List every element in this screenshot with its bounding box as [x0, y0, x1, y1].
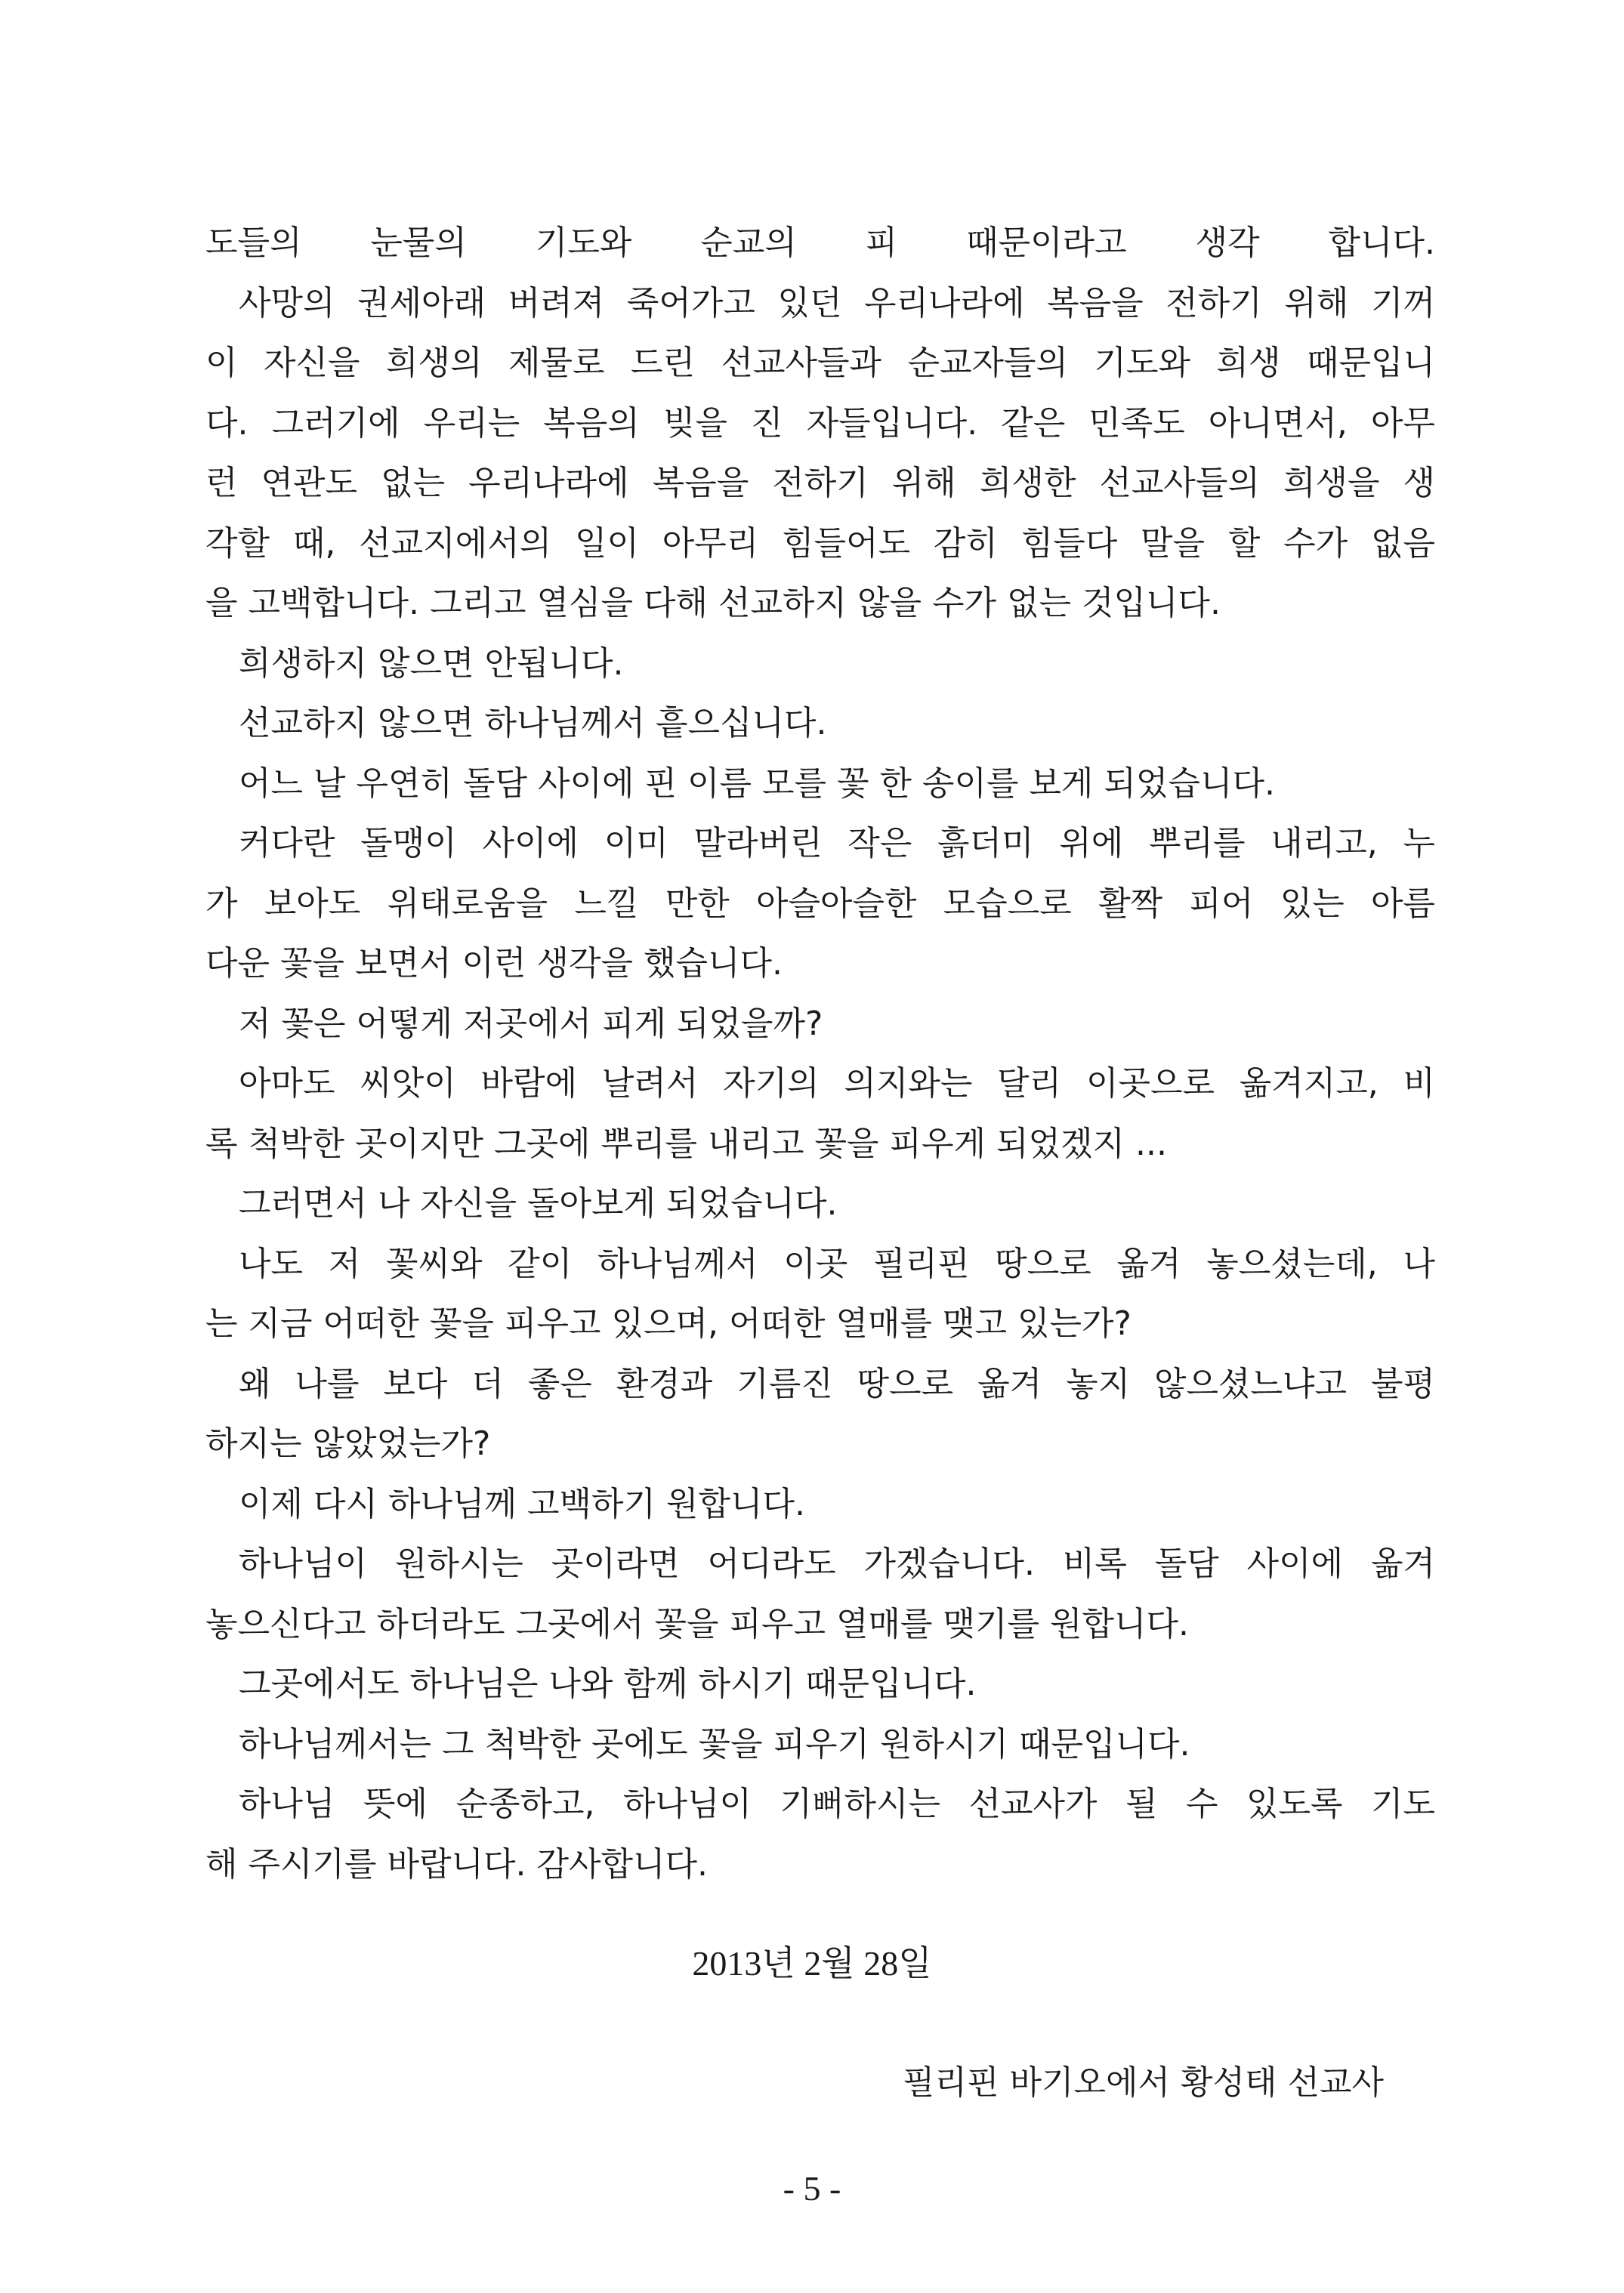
text-line: 희생하지 않으면 안됩니다. — [239, 643, 624, 683]
text-line: 해 주시기를 바랍니다. 감사합니다. — [205, 1844, 708, 1884]
text-line: 하나님 뜻에 순종하고, 하나님이 기뻐하시는 선교사가 될 수 있도록 기도 — [239, 1785, 1435, 1823]
text-line: 놓으신다고 하더라도 그곳에서 꽃을 피우고 열매를 맺기를 원합니다. — [205, 1604, 1189, 1643]
text-line: 런 연관도 없는 우리나라에 복음을 전하기 위해 희생한 선교사들의 희생을 생 — [205, 464, 1435, 502]
text-line: 어느 날 우연히 돌담 사이에 핀 이름 모를 꽃 한 송이를 보게 되었습니다. — [239, 764, 1275, 803]
text-line: 그곳에서도 하나님은 나와 함께 하시기 때문입니다. — [239, 1665, 977, 1703]
page-number: - 5 - — [783, 2169, 841, 2208]
text-line: 하나님께서는 그 척박한 곳에도 꽃을 피우기 원하시기 때문입니다. — [239, 1724, 1190, 1764]
text-line: 을 고백합니다. 그리고 열심을 다해 선교하지 않을 수가 없는 것입니다. — [205, 584, 1221, 622]
text-line: 다. 그러기에 우리는 복음의 빚을 진 자들입니다. 같은 민족도 아니면서, 아무 — [205, 403, 1435, 443]
text-line: 사망의 권세아래 버려져 죽어가고 있던 우리나라에 복음을 전하기 위해 기꺼 — [239, 283, 1435, 323]
text-line: 이 자신을 희생의 제물로 드린 선교사들과 순교자들의 기도와 희생 때문입니 — [205, 344, 1435, 382]
text-line: 이제 다시 하나님께 고백하기 원합니다. — [239, 1484, 805, 1523]
text-line: 록 척박한 곳이지만 그곳에 뿌리를 내리고 꽃을 피우게 되었겠지 ... — [205, 1124, 1167, 1163]
text-line: 아마도 씨앗이 바람에 날려서 자기의 의지와는 달리 이곳으로 옮겨지고, 비 — [239, 1064, 1435, 1103]
text-line: 하나님이 원하시는 곳이라면 어디라도 가겠습니다. 비록 돌담 사이에 옮겨 — [239, 1545, 1435, 1583]
text-line: 왜 나를 보다 더 좋은 환경과 기름진 땅으로 옮겨 놓지 않으셨느냐고 불평 — [239, 1364, 1435, 1403]
text-line: 커다란 돌맹이 사이에 이미 말라버린 작은 흙더미 위에 뿌리를 내리고, 누 — [239, 824, 1435, 863]
text-line: 도들의 눈물의 기도와 순교의 피 때문이라고 생각 합니다. — [205, 224, 1435, 262]
text-line: 저 꽃은 어떻게 저곳에서 피게 되었을까? — [239, 1004, 823, 1043]
text-line: 선교하지 않으면 하나님께서 흩으십니다. — [239, 704, 827, 742]
author-signature: 필리핀 바기오에서 황성태 선교사 — [902, 2063, 1384, 2102]
text-line: 나도 저 꽃씨와 같이 하나님께서 이곳 필리핀 땅으로 옮겨 놓으셨는데, 나 — [239, 1244, 1435, 1283]
text-line: 는 지금 어떠한 꽃을 피우고 있으며, 어떠한 열매를 맺고 있는가? — [205, 1304, 1132, 1343]
text-line: 하지는 않았었는가? — [205, 1424, 491, 1463]
text-line: 다운 꽃을 보면서 이런 생각을 했습니다. — [205, 944, 783, 983]
letter-body — [205, 213, 1435, 1894]
text-line: 각할 때, 선교지에서의 일이 아무리 힘들어도 감히 힘들다 말을 할 수가 없음 — [205, 523, 1435, 563]
text-line: 그러면서 나 자신을 돌아보게 되었습니다. — [239, 1184, 838, 1223]
text-line: 가 보아도 위태로움을 느낄 만한 아슬아슬한 모습으로 활짝 피어 있는 아름 — [205, 884, 1435, 923]
letter-date: 2013년 2월 28일 — [692, 1944, 932, 1983]
